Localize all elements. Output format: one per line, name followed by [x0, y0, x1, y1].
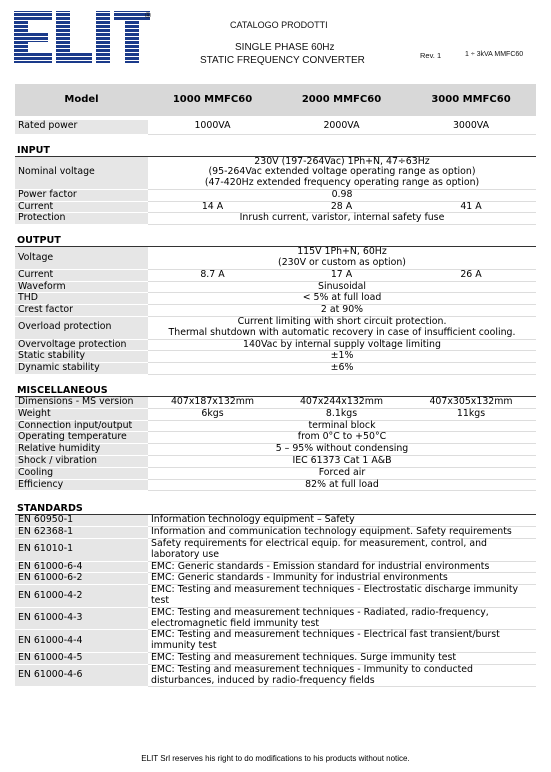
section-misc: MISCELLANEOUS [15, 375, 536, 397]
connection-row: Connection input/output terminal block [15, 420, 536, 432]
cooling-row: Cooling Forced air [15, 467, 536, 479]
overvoltage-row: Overvoltage protection 140Vac by internal supply voltage limiting [15, 339, 536, 351]
document-header [0, 0, 551, 80]
section-output: OUTPUT [15, 225, 536, 247]
operating-temp-row: Operating temperature from 0°C to +50°C [15, 432, 536, 444]
model-2000: 2000 MMFC60 [277, 84, 406, 116]
product-range: 1 ÷ 3kVA MMFC60 [465, 51, 524, 58]
dynamic-stability-row: Dynamic stability ±6% [15, 363, 536, 375]
standard-row: EN 62368-1 Information and communication technology equipment. Safety requirements [15, 527, 536, 539]
section-input: INPUT [15, 134, 536, 156]
overload-row: Overload protection Current limiting with short circuit protection. Thermal shutdown with automatic recovery in case of insufficient cooling. [15, 317, 536, 340]
rated-power-row: Rated power 1000VA 2000VA 3000VA [15, 120, 536, 134]
output-voltage-row: Voltage 115V 1Ph+N, 60Hz (230V or custom as option) [15, 247, 536, 270]
model-row [15, 84, 536, 116]
standard-row: EN 61000-4-2 EMC: Testing and measurement techniques - Electrostatic discharge immunity test [15, 585, 536, 608]
standard-row: EN 61000-4-3 EMC: Testing and measurement techniques - Radiated, radio-frequency, electromagnetic field immunity test [15, 607, 536, 630]
efficiency-row: Efficiency 82% at full load [15, 479, 536, 491]
spec-table [15, 84, 536, 687]
standard-row: EN 61000-4-6 EMC: Testing and measurement techniques - Immunity to conducted disturbances, induced by radio-frequency fields [15, 664, 536, 687]
standard-row: EN 61000-6-4 EMC: Generic standards - Emission standard for industrial environments [15, 561, 536, 573]
product-line-2: STATIC FREQUENCY CONVERTER [200, 55, 365, 66]
catalog-title: CATALOGO PRODOTTI [230, 20, 328, 30]
model-label: Model [15, 84, 148, 116]
waveform-row: Waveform Sinusoidal [15, 281, 536, 293]
dimensions-row: Dimensions - MS version 407x187x132mm 407x244x132mm 407x305x132mm [15, 397, 536, 409]
weight-row: Weight 6kgs 8.1kgs 11kgs [15, 408, 536, 420]
humidity-row: Relative humidity 5 – 95% without condensing [15, 444, 536, 456]
thd-row: THD < 5% at full load [15, 293, 536, 305]
standard-row: EN 61000-4-5 EMC: Testing and measurement techniques. Surge immunity test [15, 652, 536, 664]
revision: Rev. 1 [420, 51, 442, 60]
elit-logo [12, 9, 152, 65]
standard-row: EN 60950-1 Information technology equipment – Safety [15, 515, 536, 527]
output-current-row: Current 8.7 A 17 A 26 A [15, 269, 536, 281]
static-stability-row: Static stability ±1% [15, 351, 536, 363]
model-3000: 3000 MMFC60 [406, 84, 536, 116]
standard-row: EN 61010-1 Safety requirements for electrical equip. for measurement, control, and laboratory use [15, 539, 536, 562]
standard-row: EN 61000-4-4 EMC: Testing and measurement techniques - Electrical fast transient/burst immunity test [15, 630, 536, 653]
standard-row: EN 61000-6-2 EMC: Generic standards - Immunity for industrial environments [15, 573, 536, 585]
input-current-row: Current 14 A 28 A 41 A [15, 201, 536, 213]
model-1000: 1000 MMFC60 [148, 84, 277, 116]
power-factor-row: Power factor 0.98 [15, 189, 536, 201]
registered-mark: ® [145, 11, 151, 20]
product-line-1: SINGLE PHASE 60Hz [235, 42, 335, 53]
crest-factor-row: Crest factor 2 at 90% [15, 305, 536, 317]
footer-notice: ELIT Srl reserves his right to do modifications to his products without notice. [141, 754, 410, 763]
row-label: Rated power [15, 120, 148, 134]
shock-row: Shock / vibration IEC 61373 Cat 1 A&B [15, 456, 536, 468]
protection-row: Protection Inrush current, varistor, internal safety fuse [15, 213, 536, 225]
nominal-voltage-row: Nominal voltage 230V (197-264Vac) 1Ph+N, 47÷63Hz (95-264Vac extended voltage operating range as option) (47-420Hz extended frequency operating range as option) [15, 156, 536, 189]
section-standards: STANDARDS [15, 491, 536, 515]
